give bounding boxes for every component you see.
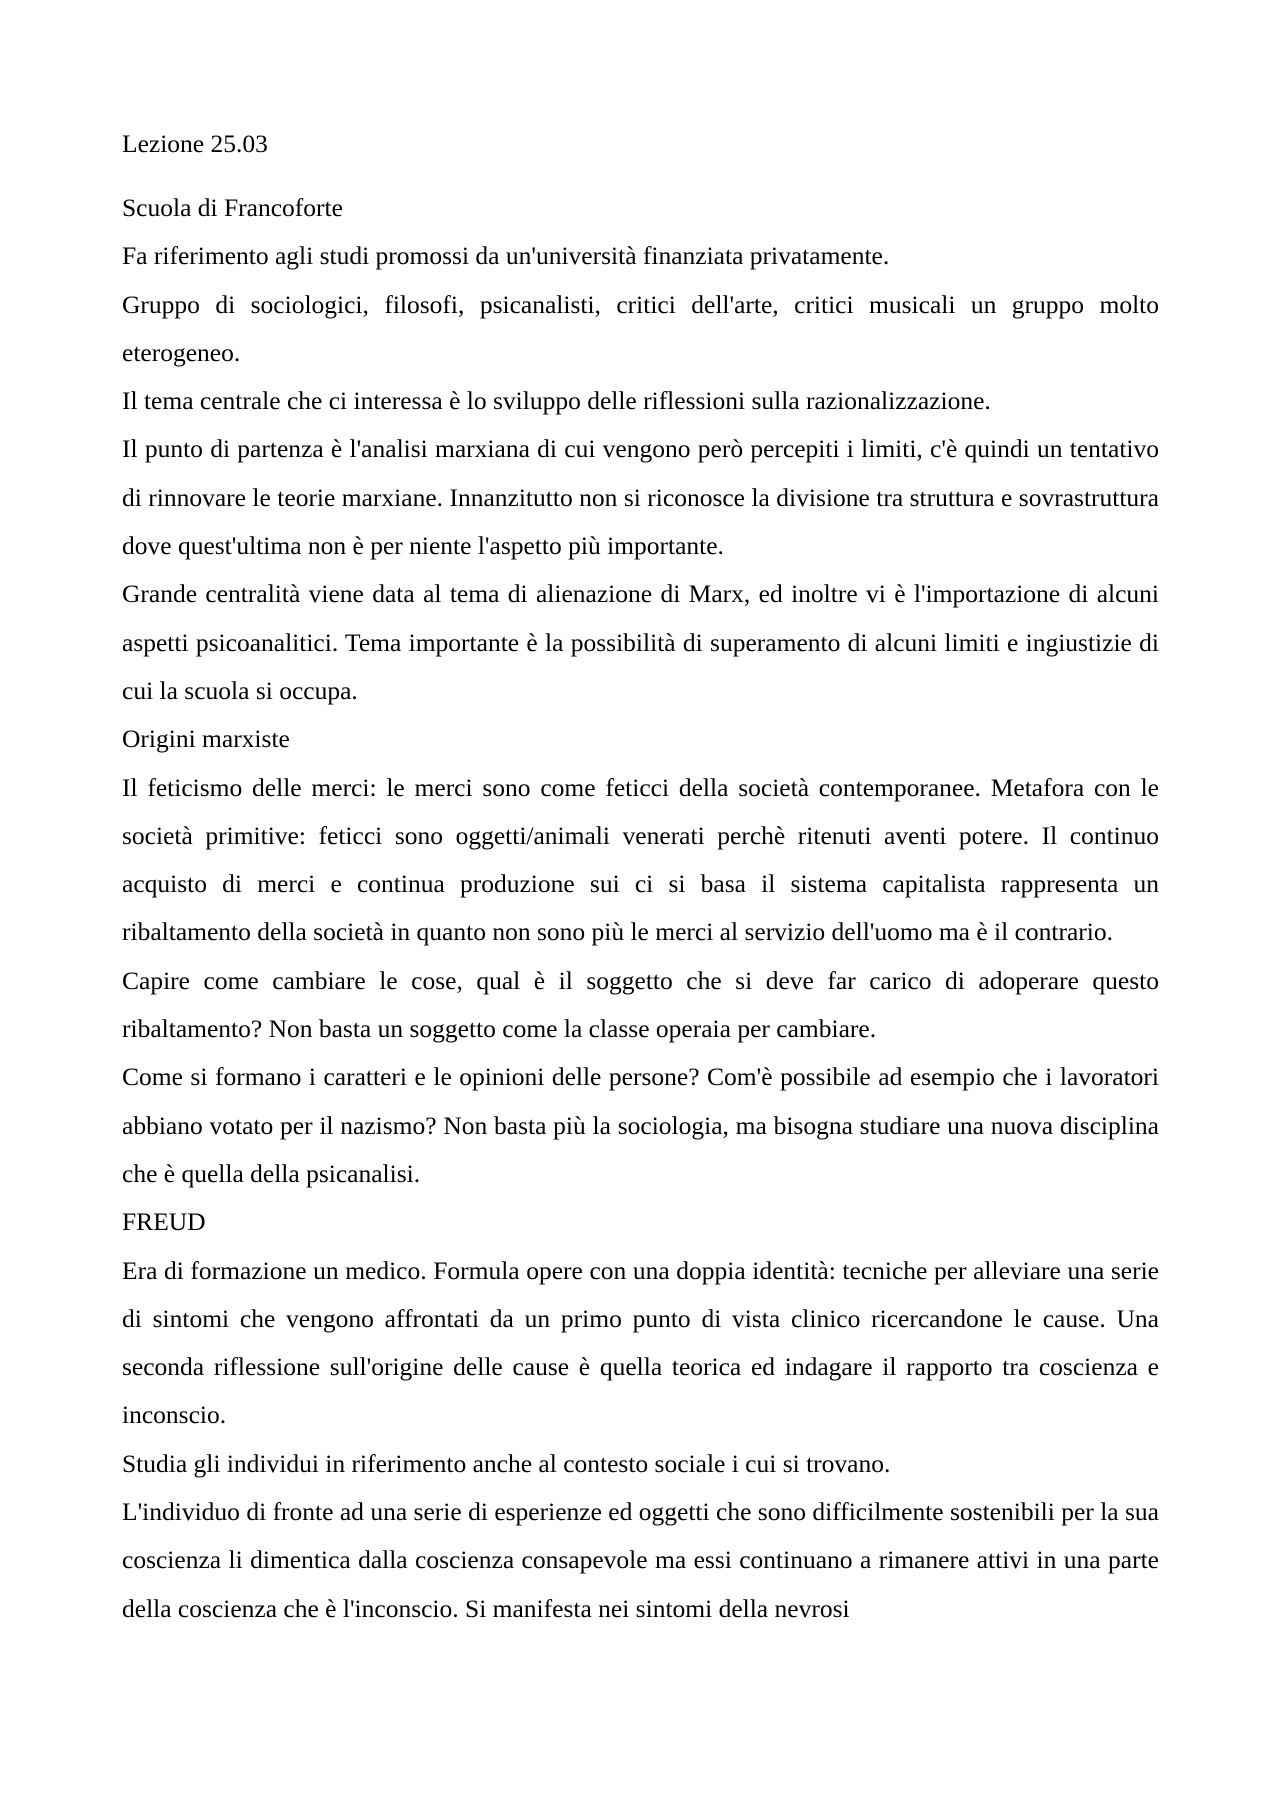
paragraph: Il tema centrale che ci interessa è lo sviluppo delle riflessioni sulla razionalizzazione. [122,386,991,416]
paragraph: L'individuo di fronte ad una serie di esperienze ed oggetti che sono difficilmente sostenibili per la sua coscienza li dimentica dalla coscienza consapevole ma essi continuano a rimanere attivi in una parte della coscienza che è l'inconscio. Si manifesta nei sintomi della nevrosi [122,1497,1159,1623]
paragraph: Fa riferimento agli studi promossi da un'università finanziata privatamente. [122,241,890,271]
paragraph: Il punto di partenza è l'analisi marxiana di cui vengono però percepiti i limiti, c'è quindi un tentativo di rinnovare le teorie marxiane. Innanzitutto non si riconosce la divisione tra struttura e sovrastruttura dove quest'ultima non è per niente l'aspetto più importante. [122,434,1159,561]
heading-origini-marxiste: Origini marxiste [122,724,290,754]
lesson-title: Lezione 25.03 [122,129,268,158]
paragraph: Studia gli individui in riferimento anche al contesto sociale i cui si trovano. [122,1448,891,1478]
heading-scuola-di-francoforte: Scuola di Francoforte [122,193,343,222]
paragraph: Gruppo di sociologici, filosofi, psicanalisti, critici dell'arte, critici musicali un gruppo molto eterogeneo. [122,289,1159,367]
paragraph: Grande centralità viene data al tema di alienazione di Marx, ed inoltre vi è l'importazione di alcuni aspetti psicoanalitici. Tema importante è la possibilità di superamento di alcuni limiti e ingiustizie di cui la scuola si occupa. [122,579,1159,705]
paragraph: Era di formazione un medico. Formula opere con una doppia identità: tecniche per alleviare una serie di sintomi che vengono affrontati da un primo punto di vista clinico ricercandone le cause. Una seconda riflessione sull'origine delle cause è quella teorica ed indagare il rapporto tra coscienza e inconscio. [122,1255,1159,1430]
paragraph: Il feticismo delle merci: le merci sono come feticci della società contemporanee. Metafora con le società primitive: feticci sono oggetti/animali venerati perchè ritenuti aventi potere. Il continuo acquisto di merci e continua produzione sui ci si basa il sistema capitalista rappresenta un ribaltamento della società in quanto non sono più le merci al servizio dell'uomo ma è il contrario. [122,772,1159,947]
paragraph: Come si formano i caratteri e le opinioni delle persone? Com'è possibile ad esempio che i lavoratori abbiano votato per il nazismo? Non basta più la sociologia, ma bisogna studiare una nuova disciplina che è quella della psicanalisi. [122,1062,1159,1188]
paragraph: Capire come cambiare le cose, qual è il soggetto che si deve far carico di adoperare questo ribaltamento? Non basta un soggetto come la classe operaia per cambiare. [122,965,1159,1044]
heading-freud: FREUD [122,1207,206,1237]
document-body [122,120,1159,1633]
